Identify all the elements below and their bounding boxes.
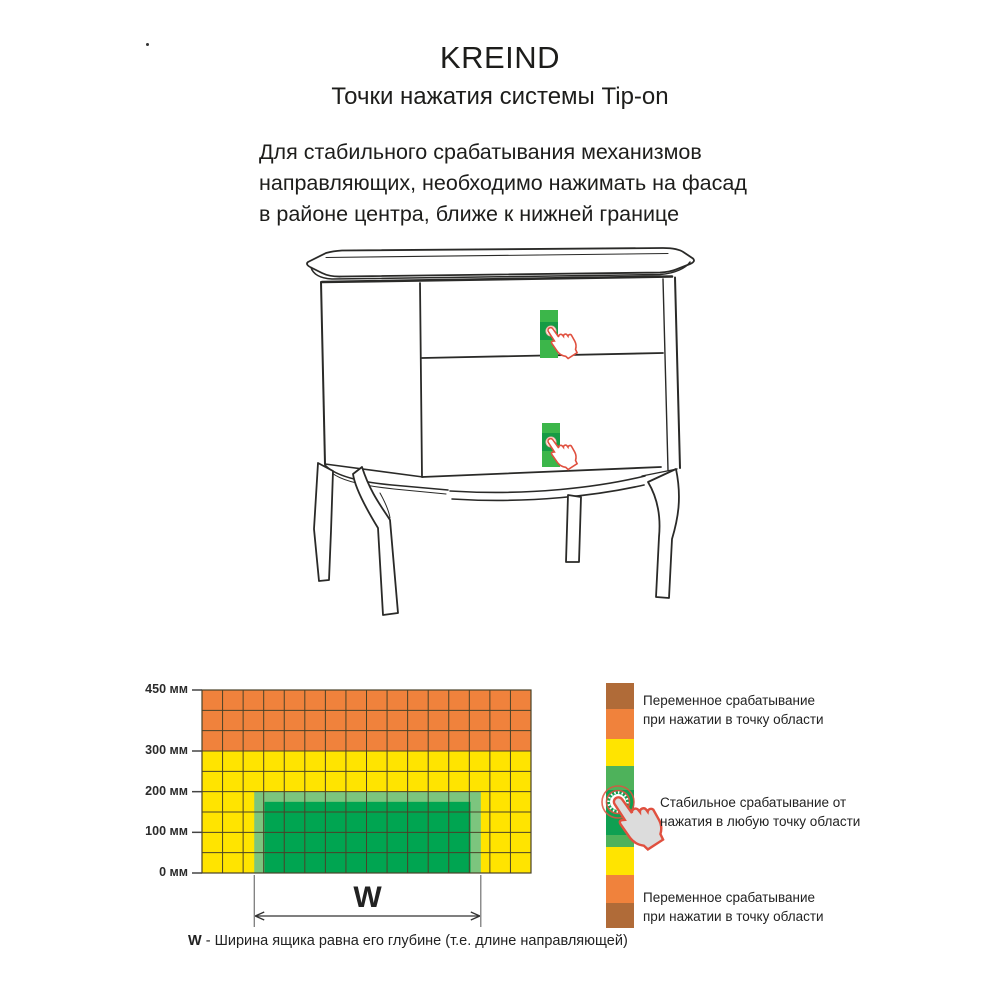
legend-bar-segment	[606, 903, 634, 928]
legend-text: Переменное срабатывание	[643, 890, 816, 905]
footnote	[188, 933, 628, 949]
axis-tick-label: 200 мм	[145, 783, 188, 798]
intro-paragraph	[259, 137, 747, 230]
cabinet-outline	[307, 248, 694, 615]
stable-response-core	[265, 802, 471, 873]
press-indicator-bottom-drawer	[542, 423, 581, 472]
legend-item-variable-top	[643, 691, 824, 729]
legend-text: Стабильное срабатывание от	[660, 795, 847, 810]
stable-response-border	[254, 792, 481, 873]
intro-line: в районе центра, ближе к нижней границе	[259, 202, 680, 226]
press-indicator-top-drawer	[540, 310, 581, 361]
legend-text: Переменное срабатывание	[643, 693, 816, 708]
legend-item-stable	[660, 793, 860, 831]
page-title: KREIND	[439, 40, 561, 75]
arrowhead	[255, 916, 264, 920]
variable-response-bottom	[202, 751, 531, 873]
legend-bar-segment	[606, 709, 634, 739]
legend-text: при нажатии в точку области	[643, 909, 824, 924]
intro-line: направляющих, необходимо нажимать на фасад	[259, 171, 747, 195]
legend-bar-segment	[606, 683, 634, 709]
variable-response-top	[202, 690, 531, 751]
axis-tick-label: 100 мм	[145, 824, 188, 839]
legend-text: нажатия в любую точку области	[660, 814, 861, 829]
footnote-text: - Ширина ящика равна его глубине (т.е. длине направляющей)	[201, 933, 628, 949]
page-subtitle: Точки нажатия системы Tip-on	[331, 83, 669, 110]
legend-bar-segment	[606, 875, 634, 903]
intro-line: Для стабильного срабатывания механизмов	[259, 140, 702, 164]
footnote-symbol: W	[188, 933, 202, 949]
width-dimension-label: W	[353, 881, 382, 914]
legend-item-variable-bottom	[643, 888, 824, 926]
axis-tick-label: 450 мм	[145, 682, 188, 696]
legend-text: при нажатии в точку области	[643, 712, 824, 727]
nightstand-illustration	[280, 245, 720, 635]
arrowhead	[471, 916, 480, 920]
grid-border	[202, 690, 531, 873]
legend-bar-segment	[606, 739, 634, 766]
axis-tick-label: 0 мм	[159, 865, 188, 879]
axis-tick-label: 300 мм	[145, 743, 188, 757]
